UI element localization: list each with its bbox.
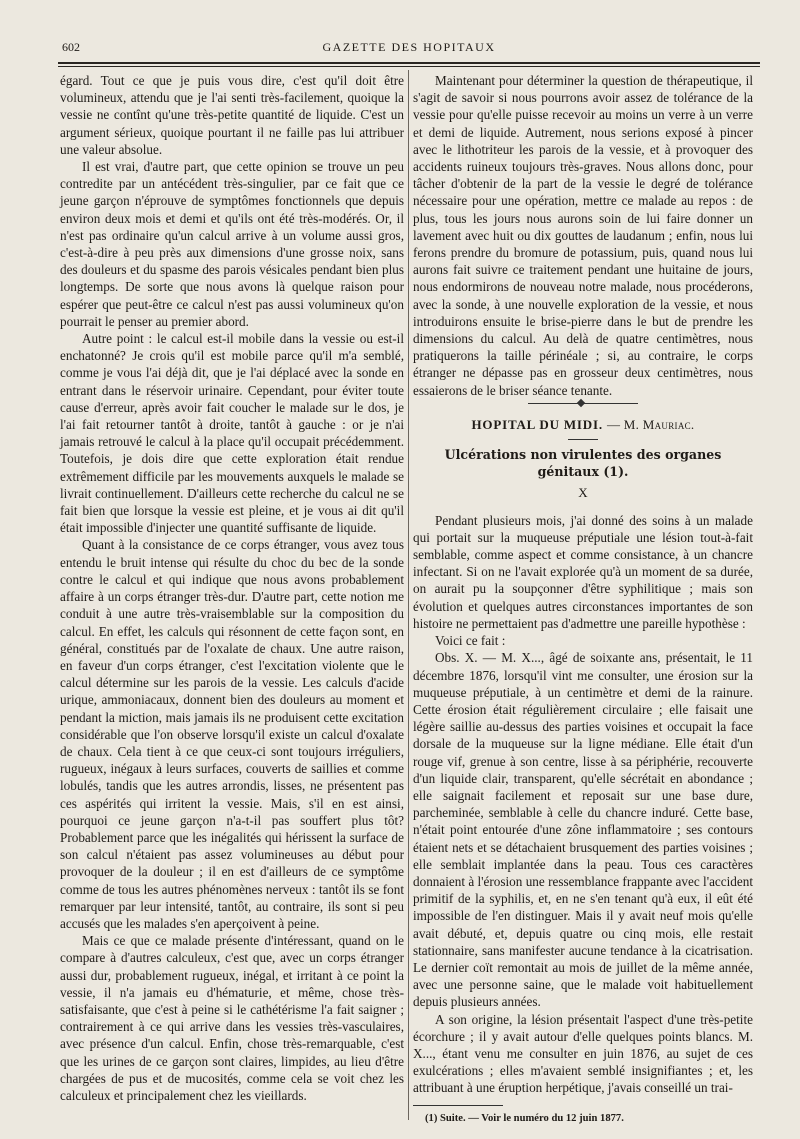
left-column [60,72,404,1104]
article-subtitle: Ulcérations non virulentes des organes génitaux (1). [444,447,722,480]
section-heading [413,416,753,433]
observation-paragraph: Obs. X. — M. X..., âgé de soixante ans, présentait, le 11 décembre 1876, lorsqu'il vint me consulter, une érosion sur la muqueuse préputiale, à un centimètre et demi de la rainure. Cette érosion était régulièrement circulaire ; elle faisait une légère saillie au-dessus des parties voisines et occupait la face dorsale de la muqueuse sur la ligne médiane. Elle était d'un rouge vif, grenue à son centre, lisse à sa périphérie, recouverte d'un liquide clair, transparent, qu'elle sécrétait en abondance ; elle saignait facilement et reposait sur une base dure, parcheminée, semblable à celle du chancre induré. Cette base, n'était point entourée d'une zône inflammatoire ; ses contours étaient nets et se détachaient brusquement des parties voisines ; elle semblait implantée dans la peau. Tous ces caractères donnaient à l'érosion une ressemblance frappante avec l'accident primitif de la syphilis, et, en ne s'en tenant qu'à eux, il eût été impossible de l'en distinguer. Mais il y avait neuf mois qu'elle avait débuté, et, depuis quatre ou cinq mois, elle restait stationnaire, sans manifester aucune tendance à la cicatrisation. Le dernier coït remontait au mois de juillet de la même année, avec une personne saine, que le malade voit habituellement depuis plusieurs années. [413,650,753,1010]
right-column [413,72,753,1127]
hospital-name: HOPITAL DU MIDI. [471,416,603,432]
footnote-rule [413,1105,503,1106]
footnote: (1) Suite. — Voir le numéro du 12 juin 1877. [425,1112,624,1124]
author-name: — M. Mauriac. [606,416,695,432]
paragraph: Mais ce que ce malade présente d'intéressant, quand on le compare à d'autres calculeux, c'est que, avec un corps étranger aussi dur, probablement rugueux, inégal, et irritant à ce point la vessie, il n'a jamais eu d'hématurie, et même, chose très-satisfaisante, que c'est à peine si le cathétérisme l'a fait saigner ; contrairement à ce qui arrive dans les vessies très-vasculaires, avec présence d'un calcul. Enfin, chose très-remarquable, c'est que les urines de ce garçon sont claires, limpides, au lieu d'être chargées de pus et de mucosités, comme cela se voit chez les calculeux et principalement chez les vieillards. [60,933,404,1103]
paragraph: égard. Tout ce que je puis vous dire, c'est qu'il doit être volumineux, attendu que je l'ai senti très-facilement, quoique la vessie ne contînt qu'une très-petite quantité de liquide. C'est un argument sérieux, quoique pourtant il ne faille pas lui attribuer une valeur absolue. [60,73,404,157]
section-separator [528,403,638,408]
paragraph: Quant à la consistance de ce corps étranger, vous avez tous entendu le bruit intense qui résulte du choc du bec de la sonde contre le calcul et qui indique que nous avons probablement affaire à un corps étranger très-dur. D'autre part, cette notion me conduit à une autre très-vraisemblable sur la composition du calcul. En effet, les calculs qui résonnent de cette façon sont, en général, constitués par de l'oxalate de chaux. Une autre raison, en faveur d'un corps étranger, c'est l'excitation violente que le calcul détermine sur les parois de la vessie. Les calculs d'acide urique, ammoniacaux, donnent bien des douleurs au moment et pendant la miction, mais jamais ils ne produisent cette excitation considérable que l'on observe lorsqu'il existe un calcul d'oxalate de chaux. Cela tient à ce que ceux-ci sont toujours irréguliers, rugueux, inégaux à leurs surfaces, couverts de saillies et comme lobulés, tandis que les autres arrondis, lisses, ne présentent pas ces aspérités qui irritent la vessie. Mais, s'il en est ainsi, pourquoi ce jeune garçon n'a-t-il pas souffert plus tôt? Probablement parce que les inégalités qui hérissent la surface de son calcul n'étaient pas assez volumineuses au début pour provoquer de la douleur ; il en est d'ailleurs de ce symptôme comme de tous les autres phénomènes nerveux : tantôt ils se font remarquer par leur intensité, tantôt, au contraire, ils sont si peu accusés que les malades s'en aperçoivent à peine. [60,537,404,931]
paragraph: Maintenant pour déterminer la question de thérapeutique, il s'agit de savoir si nous pourrons avoir assez de tolérance de la vessie pour qu'elle puisse recevoir au moins un verre à un verre et demi de liquide. Autrement, nous serions exposé à pincer avec le lithotriteur les parois de la vessie, et à provoquer des accidents ruineux toujours très-graves. Nous allons donc, pour tâcher d'obtenir de la part de la vessie le degré de tolérance nécessaire pour une opération, mettre ce malade au repos : de plus, tous les jours nous aurons soin de lui faire donner un lavement avec huit ou dix gouttes de laudanum ; enfin, nous lui ferons prendre du bromure de potassium, puis, quand nous lui aurons fait suivre ce traitement pendant une huitaine de jours, nous endormirons de nouveau notre malade, nous procéderons, avec la sonde, à une nouvelle exploration de la vessie, et nous introduirons ensuite le brise-pierre dans le but de prendre les dimensions du calcul. Au delà de quatre centimètres, nous pratiquerons la taille périnéale ; si, au contraire, le corps étranger ne dépasse pas en grosseur deux centimètres, nous essaierons de le briser séance tenante. [413,73,753,398]
paragraph: Voici ce fait : [435,633,506,649]
header-rule [58,62,760,67]
paragraph: Autre point : le calcul est-il mobile dans la vessie ou est-il enchatonné? Je crois qu'il est mobile parce qu'il m'a semblé, comme je vous l'ai déjà dit, que je l'ai déplacé avec la sonde en entrant dans le réservoir urinaire. Cependant, pour éviter toute cause d'erreur, après avoir fait coucher le malade sur le dos, je l'ai fait retourner tantôt à droite, tantôt à gauche : or je n'ai jamais retrouvé le calcul à la place qu'il occupait précédemment. Toutefois, je dois dire que cette exploration était rendue extrêmement difficile par les mouvements auxquels le malade se livrait continuellement. D'ailleurs cette recherche du calcul ne se fait bien que lorsque la vessie est pleine, et je vous ai dit qu'il était impossible d'injecter une quantité suffisante de liquide. [60,331,404,536]
page-header [58,30,760,60]
paragraph: A son origine, la lésion présentait l'aspect d'une très-petite écorchure ; il y avait autour d'elle quelques points blancs. M. X..., étant venu me consulter en juin 1876, au sujet de ces exulcérations ; elles m'avaient semblé insignifiantes ; et, les attribuant à une éruption herpétique, j'avais conseillé un trai- [413,1011,753,1096]
paragraph: Il est vrai, d'autre part, que cette opinion se trouve un peu contredite par un antécédent très-singulier, par ce fait que ce jeune garçon n'éprouve de symptômes fonctionnels que depuis environ deux mois et demi et qu'ils ont été très-modérés. Or, il n'est pas ordinaire qu'un calcul arrive à un volume aussi gros, c'est-à-dire à peu près aux dimensions d'une grosse noix, sans des douleurs et du spasme des parois vésicales pendant bien plus longtemps. De sorte que nous avons là quelque raison pour espérer que peut-être ce calcul n'est pas aussi volumineux qu'on pourrait le penser au premier abord. [60,159,404,329]
running-title: GAZETTE DES HOPITAUX [322,40,496,54]
page-number: 602 [62,40,80,54]
article-part-number: X [578,485,588,501]
column-divider [408,70,409,1120]
short-rule [568,439,598,440]
paragraph: Pendant plusieurs mois, j'ai donné des soins à un malade qui portait sur la muqueuse préputiale une lésion tout-à-fait semblable, comme aspect et comme consistance, à un chancre infectant. Si on ne l'avait explorée qu'à un moment de sa durée, on aurait pu la soupçonner d'être syphilitique ; mais son évolution et quelques autres circonstances importantes de son histoire ne permettaient pas d'admettre une pareille hypothèse : [413,512,753,631]
